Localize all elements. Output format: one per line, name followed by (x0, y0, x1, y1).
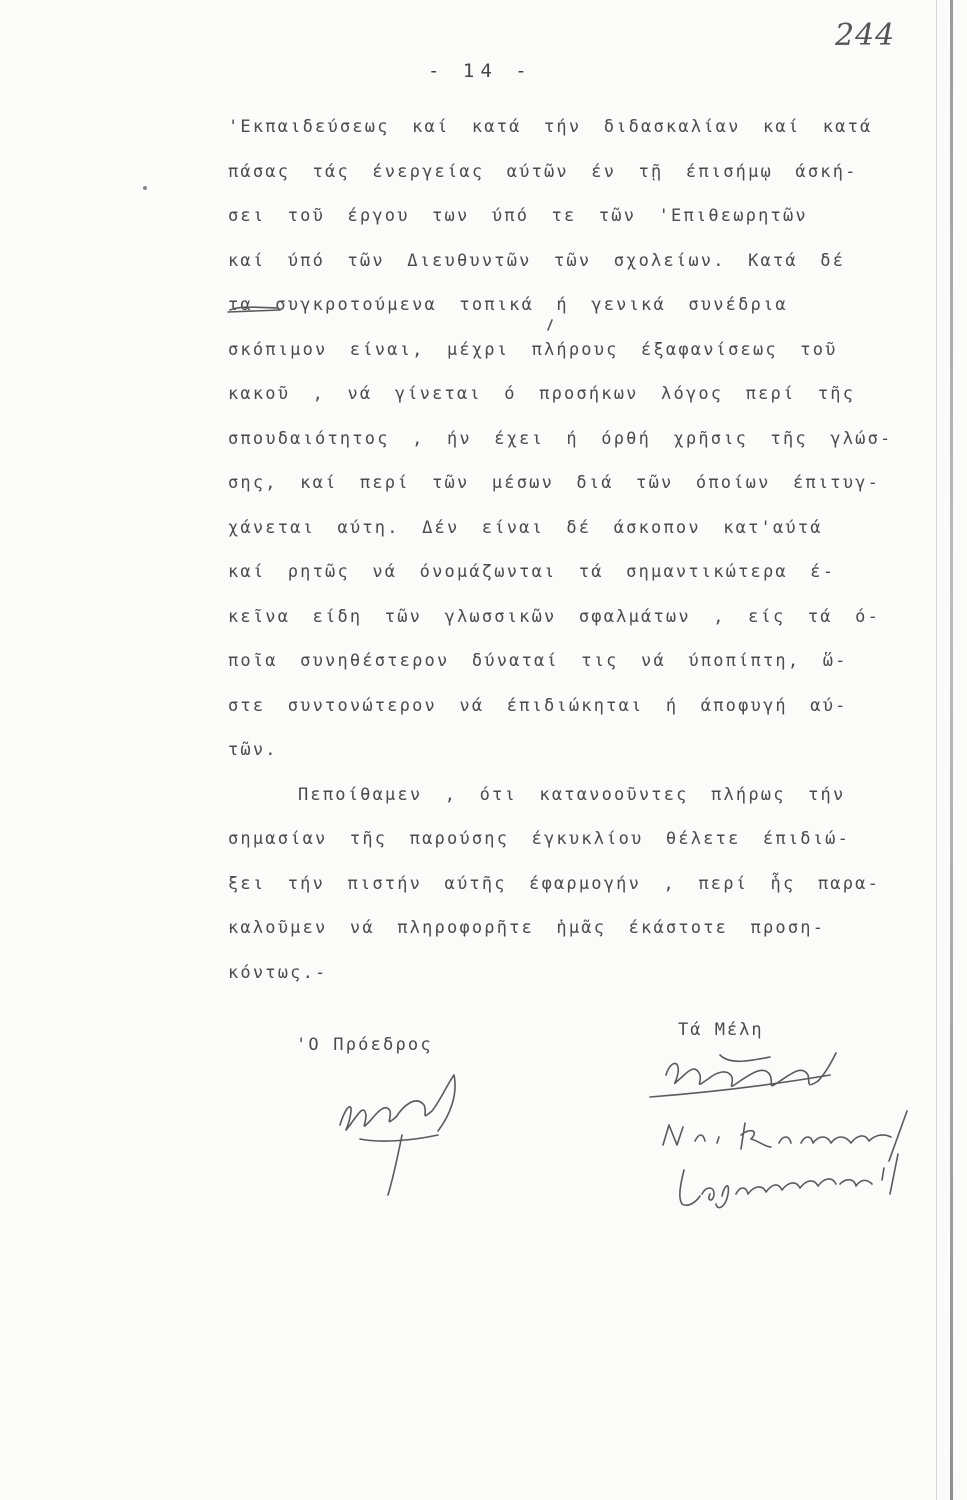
text-line: κακοῦ , νά γίνεται ό προσήκων λόγος περί τῆς (228, 384, 856, 404)
member-signature-3 (670, 1150, 920, 1220)
text-line: ποῖα συνηθέστερον δύναταί τις νά ύποπίπτη, ὥ- (228, 651, 848, 671)
text-line: κεῖνα είδη τῶν γλωσσικῶν σφαλμάτων , είς τά ό- (228, 606, 881, 627)
text-line: πάσας τάς ένεργείας αύτῶν έν τῇ έπισήμῳ άσκή- (228, 161, 858, 182)
text-line: ξει τήν πιστήν αύτῆς έφαρμογήν , περί ἧς παρα- (228, 873, 881, 894)
text-line: κόντως.- (228, 962, 328, 983)
page-edge-line (936, 0, 937, 1500)
text-line: στε συντονώτερον νά έπιδιώκηται ή άποφυγή αύ- (228, 695, 848, 716)
president-label: 'Ο Πρόεδρος (296, 1035, 433, 1055)
text-line: σπουδαιότητος , ήν έχει ή όρθή χρῆσις τῆς γλώσ- (228, 428, 893, 449)
text-line: σης, καί περί τῶν μέσων διά τῶν όποίων έπιτυγ- (228, 473, 881, 493)
text-line: καλοῦμεν νά πληροφορῆτε ἡμᾶς έκάστοτε προση- (228, 918, 826, 938)
text-line: 'Εκπαιδεύσεως καί κατά τήν διδασκαλίαν καί κατά (228, 117, 873, 137)
member-signature-1 (630, 1035, 860, 1115)
handwritten-correction (222, 290, 312, 330)
text-line: σκόπιμον είναι, μέχρι πλήρους έξαφανίσεως τοῦ (228, 339, 838, 360)
text-line-indented: Πεποίθαμεν , ότι κατανοοῦντες πλήρως τήν (298, 784, 846, 805)
text-line: τῶν. (228, 740, 278, 760)
margin-mark (143, 186, 147, 190)
text-line: σει τοῦ έργου των ύπό τε τῶν 'Επιθεωρητῶν (228, 206, 808, 226)
text-line: καί ύπό τῶν Διευθυντῶν τῶν σχολείων. Κατά δέ (228, 250, 846, 271)
text-line: καί ρητῶς νά όνομάζωνται τά σημαντικώτερα έ- (228, 562, 836, 582)
text-line: σημασίαν τῆς παρούσης έγκυκλίου θέλετε έπιδιώ- (228, 829, 851, 849)
president-signature (320, 1055, 480, 1205)
page-edge (950, 0, 953, 1500)
text-line: τα συγκροτούμενα τοπικά ή γενικά συνέδρια (228, 295, 788, 315)
body-text (228, 105, 928, 995)
members-label: Τά Μέλη (678, 1020, 764, 1040)
text-line: χάνεται αύτη. Δέν είναι δέ άσκοπον κατ'αύτά (228, 517, 823, 538)
page-number: - 14 - (428, 60, 533, 82)
folio-number: 244 (835, 18, 896, 53)
